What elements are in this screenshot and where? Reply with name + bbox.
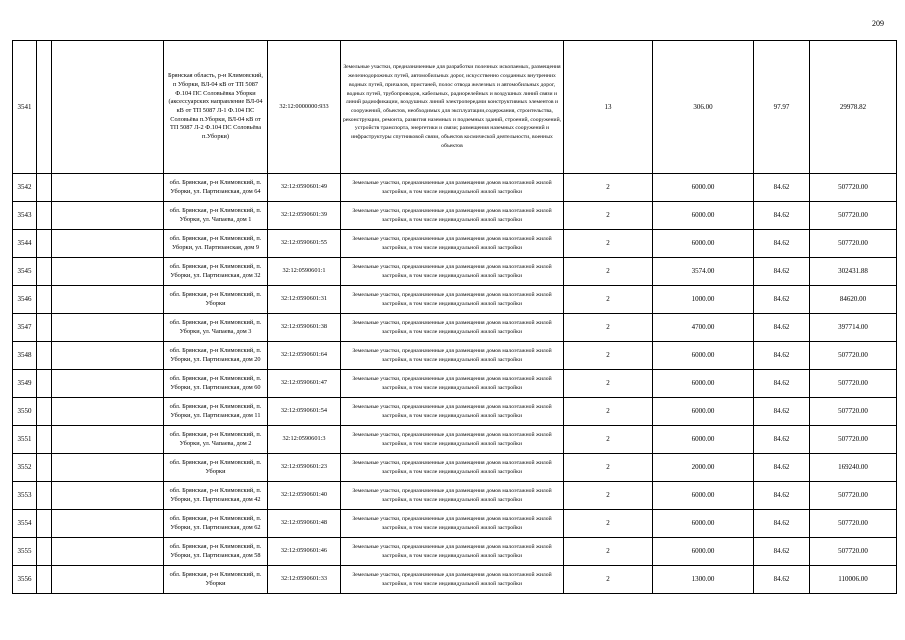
table-row	[13, 202, 897, 230]
group-cell: 2	[564, 202, 653, 230]
address-cell: обл. Брянская, р-н Климовский, п. Уборки	[164, 566, 268, 594]
area-cell: 6000.00	[653, 230, 754, 258]
row-number-cell: 3542	[13, 174, 37, 202]
address-cell: обл. Брянская, р-н Климовский, п. Уборки, ул. Партизанская, дом 20	[164, 342, 268, 370]
land-use-cell: Земельные участки, предназначенные для размещения домов малоэтажной жилой застройки, в том числе индивидуальной жилой застройки	[341, 258, 564, 286]
specific-value-cell: 84.62	[754, 286, 810, 314]
cadastral-number-cell: 32:12:0590601:49	[268, 174, 341, 202]
cadastral-number-cell: 32:12:0590601:48	[268, 510, 341, 538]
land-use-cell: Земельные участки, предназначенные для размещения домов малоэтажной жилой застройки, в том числе индивидуальной жилой застройки	[341, 370, 564, 398]
group-cell: 2	[564, 258, 653, 286]
empty-cell	[52, 398, 164, 426]
group-cell: 2	[564, 398, 653, 426]
empty-cell	[52, 482, 164, 510]
row-number-cell: 3546	[13, 286, 37, 314]
cadastral-number-cell: 32:12:0590601:54	[268, 398, 341, 426]
table-row	[13, 314, 897, 342]
empty-cell	[37, 510, 52, 538]
land-use-cell: Земельные участки, предназначенные для размещения домов малоэтажной жилой застройки, в том числе индивидуальной жилой застройки	[341, 398, 564, 426]
area-cell: 1300.00	[653, 566, 754, 594]
specific-value-cell: 84.62	[754, 258, 810, 286]
area-cell: 2000.00	[653, 454, 754, 482]
cadastral-value-cell: 302431.88	[810, 258, 897, 286]
cadastral-number-cell: 32:12:0590601:40	[268, 482, 341, 510]
empty-cell	[52, 566, 164, 594]
cadastral-value-cell: 507720.00	[810, 370, 897, 398]
group-cell: 2	[564, 314, 653, 342]
cadastral-number-cell: 32:12:0590601:33	[268, 566, 341, 594]
empty-cell	[37, 342, 52, 370]
address-cell: обл. Брянская, р-н Климовский, п. Уборки, ул. Партизанская, дом 32	[164, 258, 268, 286]
table-row	[13, 538, 897, 566]
group-cell: 2	[564, 426, 653, 454]
cadastral-number-cell: 32:12:0590601:38	[268, 314, 341, 342]
area-cell: 6000.00	[653, 538, 754, 566]
cadastral-value-cell: 507720.00	[810, 538, 897, 566]
cadastral-number-cell: 32:12:0590601:3	[268, 426, 341, 454]
group-cell: 13	[564, 41, 653, 174]
empty-cell	[37, 258, 52, 286]
area-cell: 3574.00	[653, 258, 754, 286]
cadastral-number-cell: 32:12:0590601:39	[268, 202, 341, 230]
address-cell: Брянская область, р-н Климовский, п Уборки, ВЛ-04 кВ от ТП 5087 Ф.104 ПС Соловьёвка Уборки (аксессуарских направление ВЛ-04 кВ от ТП 5087 Л-1 Ф.104 ПС Соловьёва п.Уборки, ВЛ-04 кВ от ТП 5087 Л-2 Ф.104 ПС Соловьёва п.Уборки)	[164, 41, 268, 174]
address-cell: обл. Брянская, р-н Климовский, п. Уборки, ул. Партизанская, дом 42	[164, 482, 268, 510]
cadastral-number-cell: 32:12:0590601:47	[268, 370, 341, 398]
group-cell: 2	[564, 370, 653, 398]
empty-cell	[37, 202, 52, 230]
address-cell: обл. Брянская, р-н Климовский, п. Уборки, ул. Партизанская, дом 64	[164, 174, 268, 202]
empty-cell	[37, 314, 52, 342]
row-number-cell: 3541	[13, 41, 37, 174]
address-cell: обл. Брянская, р-н Климовский, п. Уборки, ул. Партизанская, дом 9	[164, 230, 268, 258]
land-use-cell: Земельные участки, предназначенные для разработки полезных ископаемых, размещения железнодорожных путей, автомобильных дорог, искусственно созданных внутренних водных путей, причалов, пристаней, полос отвода железных и автомобильных дорог, водных путей, трубопроводов, кабельных, радиорелейных и воздушных линий связи и линий радиофикации, воздушных линий электропередачи конструктивных элементов и сооружений, объектов, необходимых для эксплуатации,содержания, строительства, реконструкции, ремонта, развития наземных и подземных зданий, строений, сооружений, устройств транспорта, энергетики и связи; размещения наземных сооружений и инфраструктуры спутниковой связи, объектов космической деятельности, военных объектов	[341, 41, 564, 174]
specific-value-cell: 84.62	[754, 510, 810, 538]
table-row	[13, 230, 897, 258]
specific-value-cell: 84.62	[754, 314, 810, 342]
page-number: 209	[872, 19, 884, 28]
cadastral-value-table	[12, 40, 897, 594]
table-row	[13, 286, 897, 314]
address-cell: обл. Брянская, р-н Климовский, п. Уборки, ул. Партизанская, дом 60	[164, 370, 268, 398]
area-cell: 4700.00	[653, 314, 754, 342]
address-cell: обл. Брянская, р-н Климовский, п. Уборки, ул. Партизанская, дом 58	[164, 538, 268, 566]
land-use-cell: Земельные участки, предназначенные для размещения домов малоэтажной жилой застройки, в том числе индивидуальной жилой застройки	[341, 342, 564, 370]
cadastral-number-cell: 32:12:0000000:933	[268, 41, 341, 174]
table-row	[13, 41, 897, 174]
cadastral-number-cell: 32:12:0590601:23	[268, 454, 341, 482]
specific-value-cell: 84.62	[754, 370, 810, 398]
address-cell: обл. Брянская, р-н Климовский, п. Уборки, ул. Партизанская, дом 62	[164, 510, 268, 538]
row-number-cell: 3549	[13, 370, 37, 398]
land-use-cell: Земельные участки, предназначенные для размещения домов малоэтажной жилой застройки, в том числе индивидуальной жилой застройки	[341, 202, 564, 230]
table-row	[13, 370, 897, 398]
table-row	[13, 398, 897, 426]
empty-cell	[37, 370, 52, 398]
address-cell: обл. Брянская, р-н Климовский, п. Уборки	[164, 286, 268, 314]
cadastral-number-cell: 32:12:0590601:64	[268, 342, 341, 370]
specific-value-cell: 84.62	[754, 482, 810, 510]
row-number-cell: 3547	[13, 314, 37, 342]
area-cell: 6000.00	[653, 174, 754, 202]
group-cell: 2	[564, 510, 653, 538]
table-row	[13, 510, 897, 538]
specific-value-cell: 84.62	[754, 342, 810, 370]
row-number-cell: 3548	[13, 342, 37, 370]
cadastral-number-cell: 32:12:0590601:46	[268, 538, 341, 566]
cadastral-value-cell: 397714.00	[810, 314, 897, 342]
empty-cell	[52, 510, 164, 538]
empty-cell	[37, 286, 52, 314]
area-cell: 6000.00	[653, 510, 754, 538]
empty-cell	[37, 454, 52, 482]
land-use-cell: Земельные участки, предназначенные для размещения домов малоэтажной жилой застройки, в том числе индивидуальной жилой застройки	[341, 538, 564, 566]
group-cell: 2	[564, 454, 653, 482]
empty-cell	[37, 398, 52, 426]
group-cell: 2	[564, 342, 653, 370]
address-cell: обл. Брянская, р-н Климовский, п. Уборки	[164, 454, 268, 482]
cadastral-value-cell: 507720.00	[810, 510, 897, 538]
empty-cell	[52, 314, 164, 342]
address-cell: обл. Брянская, р-н Климовский, п. Уборки, ул. Партизанская, дом 11	[164, 398, 268, 426]
specific-value-cell: 84.62	[754, 230, 810, 258]
address-cell: обл. Брянская, р-н Климовский, п. Уборки, ул. Чапаева, дом 2	[164, 426, 268, 454]
cadastral-value-cell: 507720.00	[810, 426, 897, 454]
area-cell: 6000.00	[653, 370, 754, 398]
group-cell: 2	[564, 286, 653, 314]
row-number-cell: 3554	[13, 510, 37, 538]
cadastral-value-cell: 84620.00	[810, 286, 897, 314]
cadastral-value-cell: 507720.00	[810, 482, 897, 510]
specific-value-cell: 84.62	[754, 202, 810, 230]
cadastral-value-cell: 507720.00	[810, 398, 897, 426]
row-number-cell: 3543	[13, 202, 37, 230]
empty-cell	[52, 174, 164, 202]
specific-value-cell: 84.62	[754, 174, 810, 202]
cadastral-value-cell: 507720.00	[810, 174, 897, 202]
empty-cell	[52, 454, 164, 482]
empty-cell	[52, 538, 164, 566]
table-row	[13, 258, 897, 286]
table-row	[13, 426, 897, 454]
empty-cell	[52, 426, 164, 454]
empty-cell	[52, 230, 164, 258]
land-use-cell: Земельные участки, предназначенные для размещения домов малоэтажной жилой застройки, в том числе индивидуальной жилой застройки	[341, 426, 564, 454]
cadastral-value-cell: 507720.00	[810, 342, 897, 370]
land-use-cell: Земельные участки, предназначенные для размещения домов малоэтажной жилой застройки, в том числе индивидуальной жилой застройки	[341, 174, 564, 202]
table-row	[13, 454, 897, 482]
land-use-cell: Земельные участки, предназначенные для размещения домов малоэтажной жилой застройки, в том числе индивидуальной жилой застройки	[341, 454, 564, 482]
empty-cell	[52, 258, 164, 286]
empty-cell	[37, 426, 52, 454]
row-number-cell: 3550	[13, 398, 37, 426]
land-use-cell: Земельные участки, предназначенные для размещения домов малоэтажной жилой застройки, в том числе индивидуальной жилой застройки	[341, 286, 564, 314]
cadastral-number-cell: 32:12:0590601:55	[268, 230, 341, 258]
row-number-cell: 3545	[13, 258, 37, 286]
cadastral-value-cell: 29978.82	[810, 41, 897, 174]
table-row	[13, 342, 897, 370]
cadastral-value-cell: 507720.00	[810, 230, 897, 258]
specific-value-cell: 84.62	[754, 538, 810, 566]
empty-cell	[52, 286, 164, 314]
specific-value-cell: 97.97	[754, 41, 810, 174]
row-number-cell: 3555	[13, 538, 37, 566]
specific-value-cell: 84.62	[754, 398, 810, 426]
land-use-cell: Земельные участки, предназначенные для размещения домов малоэтажной жилой застройки, в том числе индивидуальной жилой застройки	[341, 510, 564, 538]
table-body	[13, 41, 897, 594]
area-cell: 6000.00	[653, 482, 754, 510]
area-cell: 6000.00	[653, 202, 754, 230]
area-cell: 306.00	[653, 41, 754, 174]
group-cell: 2	[564, 538, 653, 566]
empty-cell	[52, 370, 164, 398]
cadastral-value-cell: 507720.00	[810, 202, 897, 230]
empty-cell	[37, 482, 52, 510]
table-row	[13, 174, 897, 202]
row-number-cell: 3556	[13, 566, 37, 594]
specific-value-cell: 84.62	[754, 566, 810, 594]
cadastral-value-cell: 169240.00	[810, 454, 897, 482]
row-number-cell: 3553	[13, 482, 37, 510]
group-cell: 2	[564, 230, 653, 258]
empty-cell	[37, 566, 52, 594]
land-use-cell: Земельные участки, предназначенные для размещения домов малоэтажной жилой застройки, в том числе индивидуальной жилой застройки	[341, 566, 564, 594]
empty-cell	[52, 41, 164, 174]
land-use-cell: Земельные участки, предназначенные для размещения домов малоэтажной жилой застройки, в том числе индивидуальной жилой застройки	[341, 230, 564, 258]
cadastral-number-cell: 32:12:0590601:1	[268, 258, 341, 286]
address-cell: обл. Брянская, р-н Климовский, п. Уборки, ул. Чапаева, дом 3	[164, 314, 268, 342]
specific-value-cell: 84.62	[754, 454, 810, 482]
row-number-cell: 3551	[13, 426, 37, 454]
cadastral-value-cell: 110006.00	[810, 566, 897, 594]
area-cell: 6000.00	[653, 342, 754, 370]
empty-cell	[52, 202, 164, 230]
area-cell: 1000.00	[653, 286, 754, 314]
cadastral-number-cell: 32:12:0590601:31	[268, 286, 341, 314]
address-cell: обл. Брянская, р-н Климовский, п. Уборки, ул. Чапаева, дом 1	[164, 202, 268, 230]
empty-cell	[37, 230, 52, 258]
empty-cell	[37, 538, 52, 566]
specific-value-cell: 84.62	[754, 426, 810, 454]
group-cell: 2	[564, 566, 653, 594]
area-cell: 6000.00	[653, 398, 754, 426]
land-use-cell: Земельные участки, предназначенные для размещения домов малоэтажной жилой застройки, в том числе индивидуальной жилой застройки	[341, 314, 564, 342]
row-number-cell: 3552	[13, 454, 37, 482]
empty-cell	[52, 342, 164, 370]
area-cell: 6000.00	[653, 426, 754, 454]
group-cell: 2	[564, 174, 653, 202]
group-cell: 2	[564, 482, 653, 510]
empty-cell	[37, 174, 52, 202]
empty-cell	[37, 41, 52, 174]
table-row	[13, 566, 897, 594]
table-row	[13, 482, 897, 510]
row-number-cell: 3544	[13, 230, 37, 258]
land-use-cell: Земельные участки, предназначенные для размещения домов малоэтажной жилой застройки, в том числе индивидуальной жилой застройки	[341, 482, 564, 510]
